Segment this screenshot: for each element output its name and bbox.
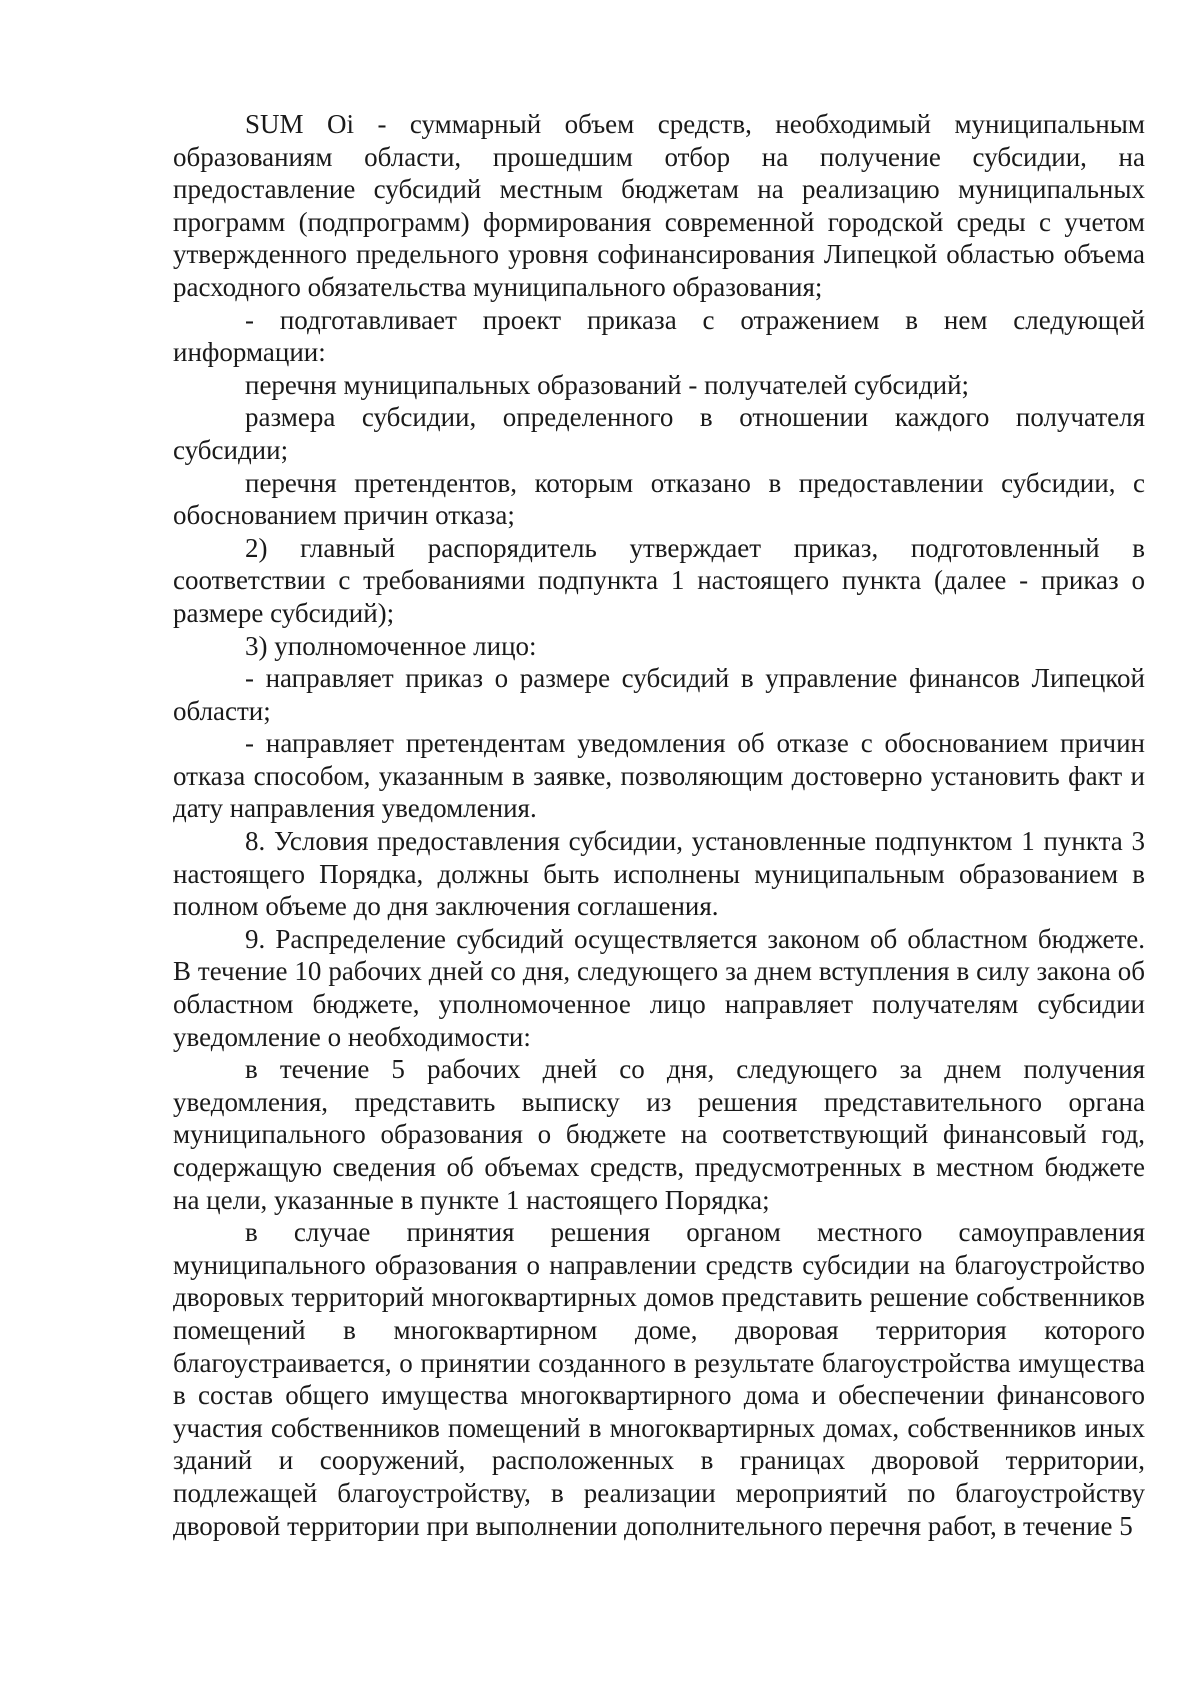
- paragraph-item-3: 3) уполномоченное лицо:: [245, 630, 537, 661]
- paragraph-list-municipalities: перечня муниципальных образований - получателей субсидий;: [245, 369, 970, 400]
- paragraph-subsidy-size: размера субсидии, определенного в отношении каждого получателя субсидии;: [173, 402, 1145, 465]
- paragraph-send-notifications: - направляет претендентам уведомления об отказе с обоснованием причин отказа способом, указанным в заявке, позволяющим достоверно установить факт и дату направления уведомления.: [173, 728, 1145, 824]
- paragraph-sum-oi-definition: SUM Oi - суммарный объем средств, необходимый муниципальным образованиям области, прошедшим отбор на получение субсидии, на предоставление субсидий местным бюджетам на реализацию муниципальных программ (подпрограмм) формирования современной городской среды с учетом утвержденного предельного уровня софинансирования Липецкой областью объема расходного обязательства муниципального образования;: [173, 109, 1145, 302]
- paragraph-budget-extract: в течение 5 рабочих дней со дня, следующего за днем получения уведомления, представить выписку из решения представительного органа муниципального образования о бюджете на соответствующий финансовый год, содержащую сведения об объемах средств, предусмотренных в местном бюджете на цели, указанные в пункте 1 настоящего Порядка;: [173, 1054, 1145, 1215]
- paragraph-courtyard-improvement: в случае принятия решения органом местного самоуправления муниципального образования о направлении средств субсидии на благоустройство дворовых территорий многоквартирных домов представить решение собственников помещений в многоквартирном доме, дворовая территория которого благоустраивается, о принятии созданного в результате благоустройства имущества в состав общего имущества многоквартирного дома и обеспечении финансового участия собственников помещений в многоквартирных домах, собственников иных зданий и сооружений, расположенных в границах дворовой территории, подлежащей благоустройству, в реализации мероприятий по благоустройству дворовой территории при выполнении дополнительного перечня работ, в течение 5: [173, 1217, 1145, 1541]
- paragraph-send-order: - направляет приказ о размере субсидий в управление финансов Липецкой области;: [173, 663, 1145, 726]
- document-body: [173, 108, 1145, 1542]
- paragraph-item-2: 2) главный распорядитель утверждает приказ, подготовленный в соответствии с требованиями подпункта 1 настоящего пункта (далее - приказ о размере субсидий);: [173, 532, 1145, 628]
- paragraph-rejected-applicants: перечня претендентов, которым отказано в предоставлении субсидии, с обоснованием причин отказа;: [173, 467, 1145, 531]
- paragraph-point-8: 8. Условия предоставления субсидии, установленные подпунктом 1 пункта 3 настоящего Порядка, должны быть исполнены муниципальным образованием в полном объеме до дня заключения соглашения.: [173, 826, 1145, 922]
- paragraph-point-9: 9. Распределение субсидий осуществляется законом об областном бюджете. В течение 10 рабочих дней со дня, следующего за днем вступления в силу закона об областном бюджете, уполномоченное лицо направляет получателям субсидии уведомление о необходимости:: [173, 923, 1145, 1052]
- paragraph-prepare-order: - подготавливает проект приказа с отражением в нем следующей информации:: [173, 304, 1145, 368]
